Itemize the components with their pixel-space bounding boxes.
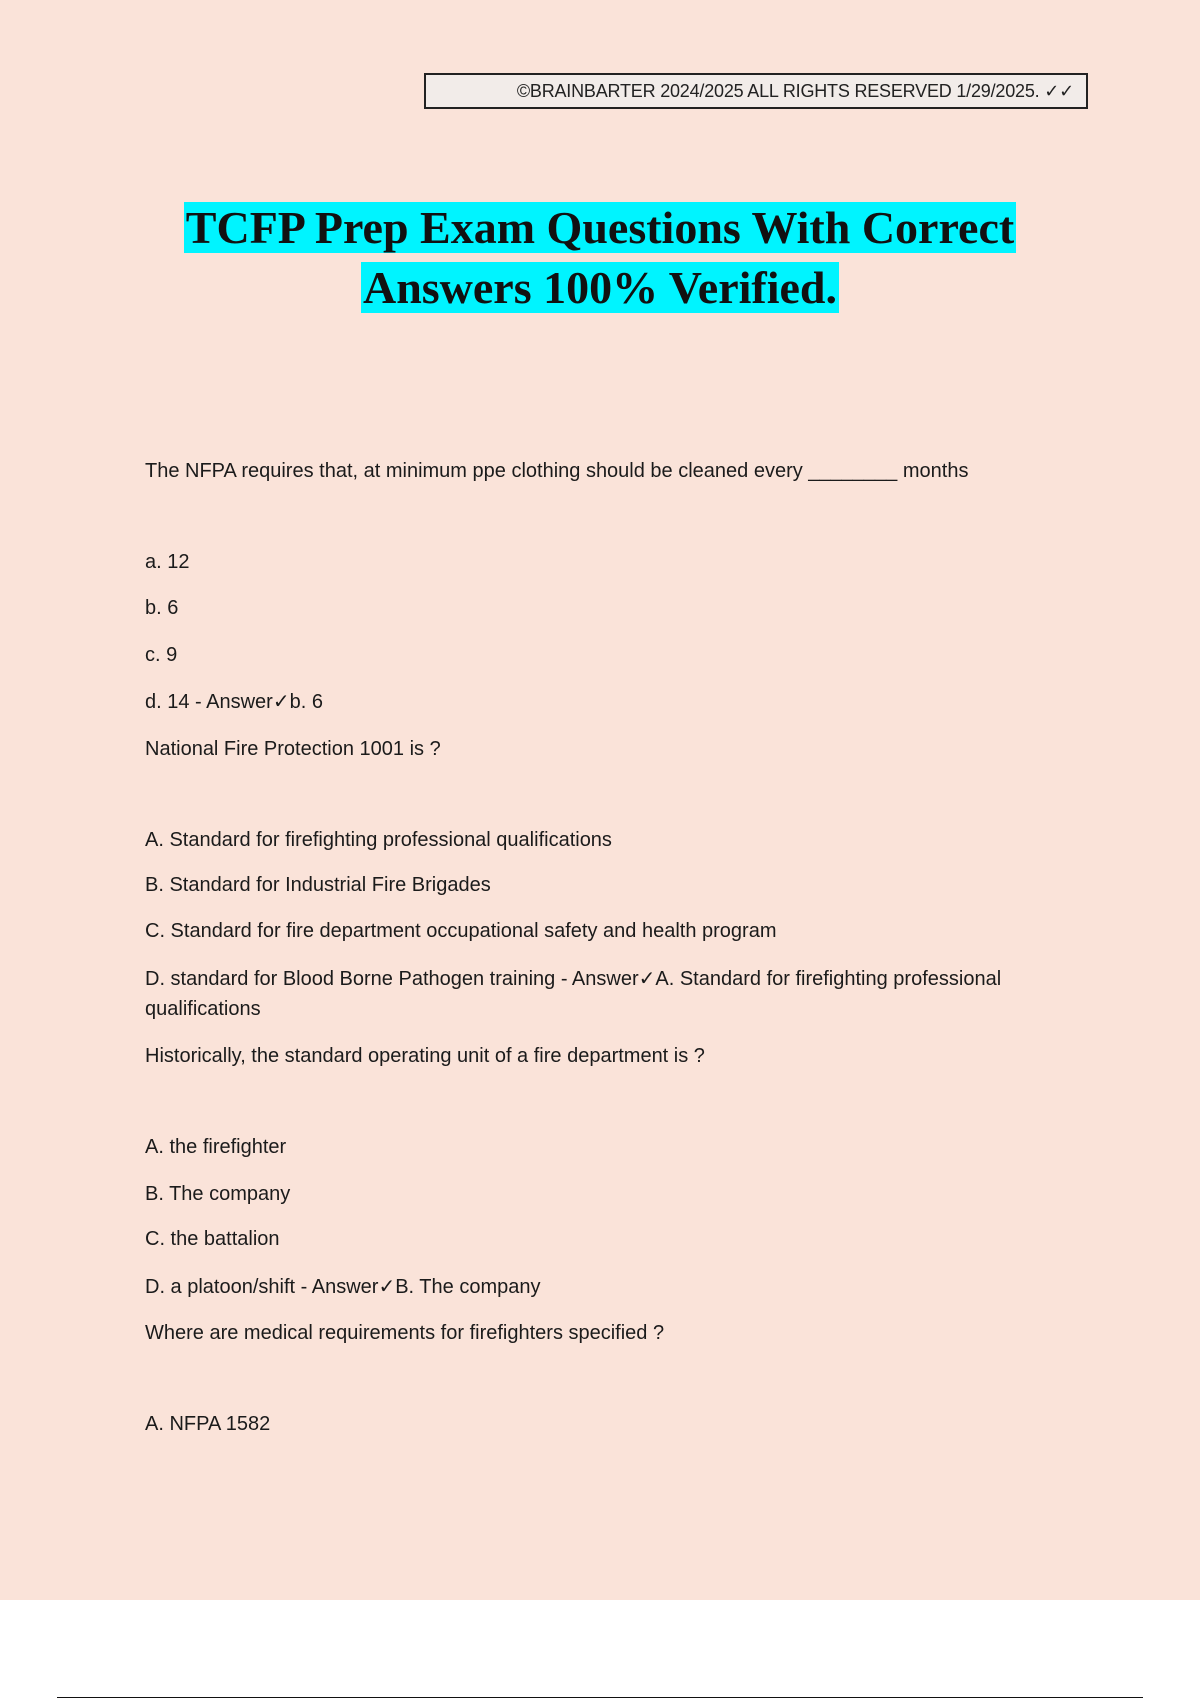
question-text: National Fire Protection 1001 is ?	[145, 738, 441, 760]
answer-option: b. 6	[145, 597, 179, 619]
title-line-2: Answers 100% Verified.	[362, 262, 838, 313]
question-text: The NFPA requires that, at minimum ppe clothing should be cleaned every ________ months	[145, 460, 969, 482]
answer-option-with-key: D. standard for Blood Borne Pathogen training - Answer✓A. Standard for firefighting professional qualifications	[145, 968, 1002, 1020]
copyright-text: ©BRAINBARTER 2024/2025 ALL RIGHTS RESERVED 1/29/2025. ✓✓	[516, 80, 1074, 101]
answer-option-with-key: D. a platoon/shift - Answer✓B. The company	[145, 1276, 541, 1298]
answer-option-with-key: d. 14 - Answer✓b. 6	[145, 691, 323, 713]
title-line-1: TCFP Prep Exam Questions With Correct	[185, 202, 1015, 253]
answer-option: A. Standard for firefighting professional qualifications	[145, 829, 612, 851]
answer-option: A. NFPA 1582	[145, 1413, 271, 1435]
question-text: Historically, the standard operating unit of a fire department is ?	[145, 1045, 705, 1067]
answer-option: C. the battalion	[145, 1228, 280, 1250]
footer-divider	[57, 1697, 1143, 1698]
answer-option: C. Standard for fire department occupational safety and health program	[145, 920, 777, 942]
answer-option: B. Standard for Industrial Fire Brigades	[145, 874, 491, 896]
copyright-header	[424, 73, 1088, 109]
answer-option: a. 12	[145, 551, 190, 573]
document-title	[0, 198, 1200, 318]
answer-option: c. 9	[145, 644, 178, 666]
answer-option: B. The company	[145, 1183, 291, 1205]
answer-option: A. the firefighter	[145, 1136, 287, 1158]
question-text: Where are medical requirements for firefighters specified ?	[145, 1322, 665, 1344]
